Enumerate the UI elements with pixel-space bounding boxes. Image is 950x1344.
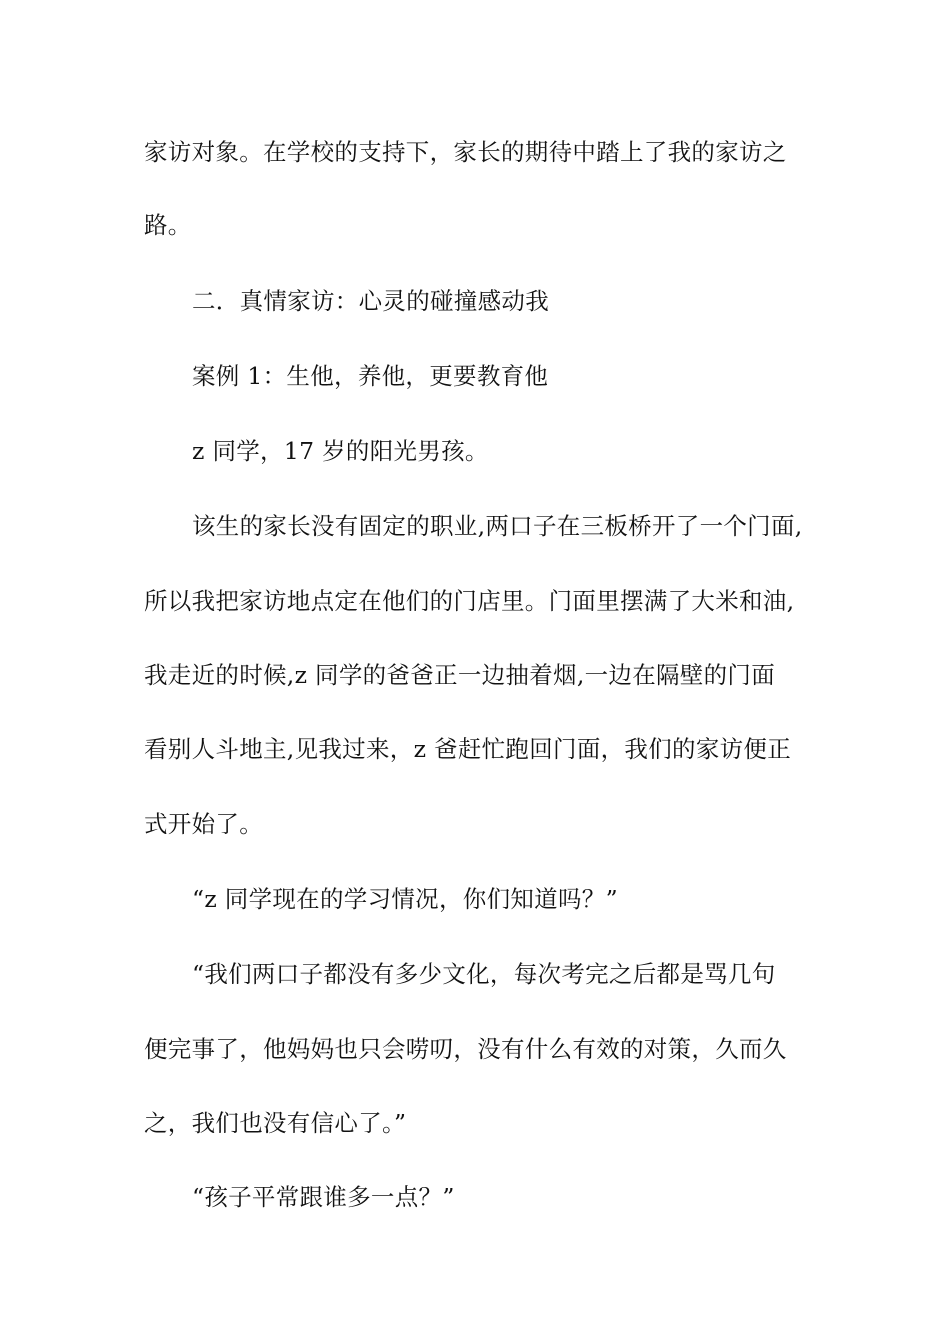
paragraph-line: 路。 [144, 211, 192, 239]
paragraph-line: 便完事了，他妈妈也只会唠叨，没有什么有效的对策，久而久 [144, 1035, 787, 1063]
paragraph-line: 该生的家长没有固定的职业,两口子在三板桥开了一个门面, [192, 512, 803, 540]
paragraph-line: 式开始了。 [144, 810, 263, 838]
paragraph-line: 之，我们也没有信心了。” [144, 1109, 407, 1137]
dialogue-line: “我们两口子都没有多少文化，每次考完之后都是骂几句 [192, 960, 776, 988]
paragraph-line: 家访对象。在学校的支持下，家长的期待中踏上了我的家访之 [144, 138, 787, 166]
paragraph-line: z 同学，17 岁的阳光男孩。 [192, 437, 489, 465]
section-heading: 二．真情家访：心灵的碰撞感动我 [192, 287, 549, 315]
dialogue-line: “z 同学现在的学习情况，你们知道吗？” [192, 885, 618, 913]
paragraph-line: 所以我把家访地点定在他们的门店里。门面里摆满了大米和油, [144, 587, 795, 615]
paragraph-line: 看别人斗地主,见我过来，z 爸赶忙跑回门面，我们的家访便正 [144, 735, 792, 763]
dialogue-line: “孩子平常跟谁多一点？” [192, 1183, 455, 1211]
paragraph-line: 我走近的时候,z 同学的爸爸正一边抽着烟,一边在隔壁的门面 [144, 661, 775, 689]
case-heading: 案例 1：生他，养他，更要教育他 [192, 362, 549, 390]
